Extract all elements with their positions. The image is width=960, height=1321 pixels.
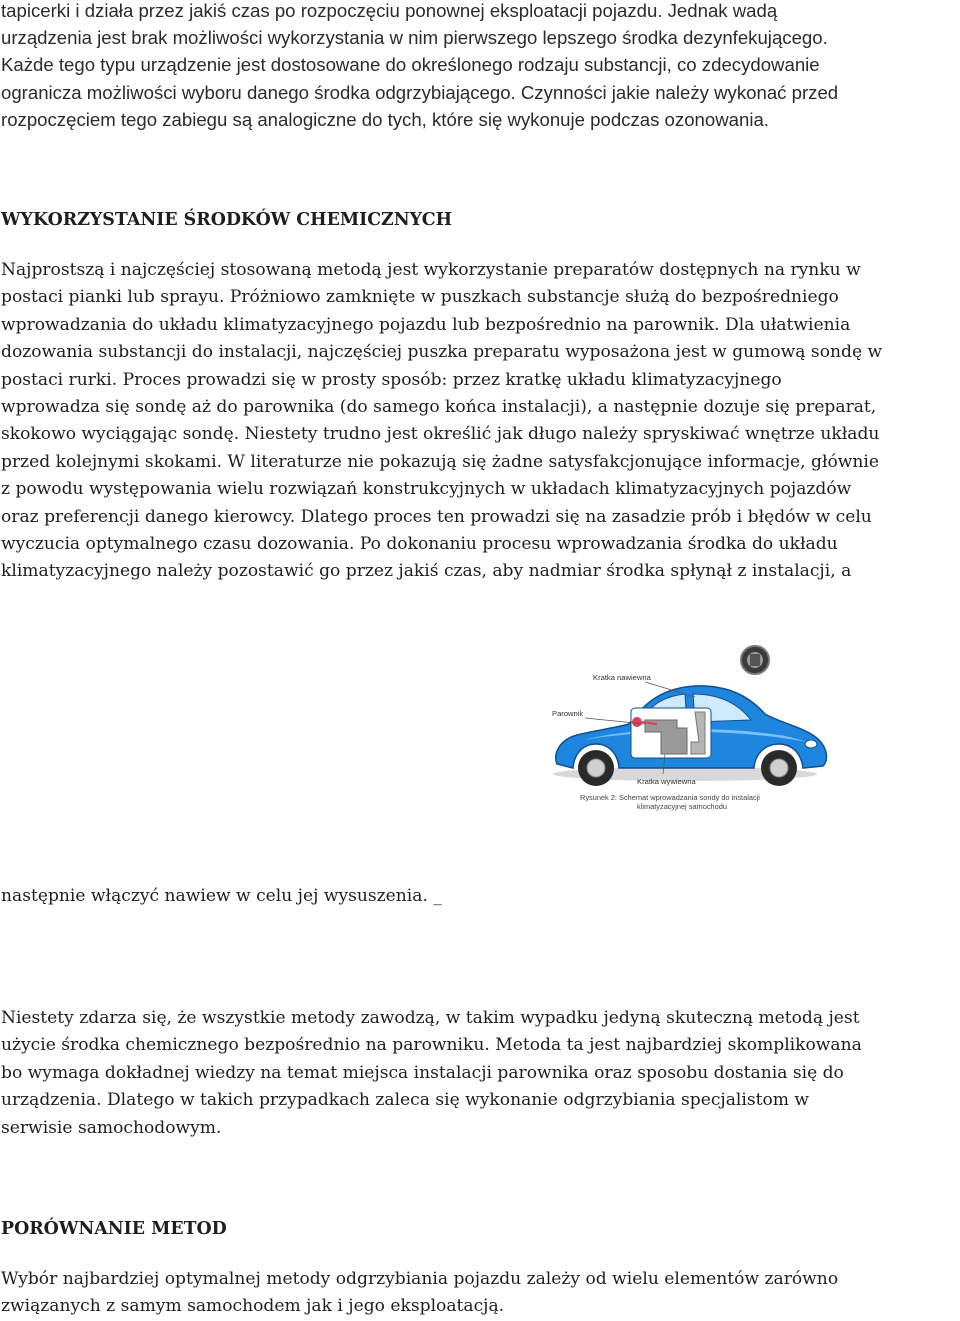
evaporator-line: serwisie samochodowym. <box>1 1117 222 1138</box>
chemical-line: postaci pianki lub sprayu. Próżniowo zamknięte w puszkach substancje służą do bezpośredniego <box>1 287 839 308</box>
chemical-line: skokowo wyciągając sondę. Niestety trudno jest określić jak długo należy spryskiwać wnętrze układu <box>1 424 880 445</box>
chemical-line: przed kolejnymi skokami. W literaturze nie pokazują się żadne satysfakcjonujące informacje, głównie <box>1 451 880 472</box>
continuation-line <box>1 883 442 910</box>
rear-wheel-rim <box>587 759 605 777</box>
vent-grille-slot <box>750 654 760 666</box>
chemical-line: Najprostszą i najczęściej stosowaną metodą jest wykorzystanie preparatów dostępnych na rynku w <box>1 260 861 280</box>
intro-line: Każde tego typu urządzenie jest dostosowane do określonego rodzaju substancji, co zdecydowanie <box>1 54 820 76</box>
comparison-line: związanych z samym samochodem jak i jego eksploatacją. <box>1 1296 505 1317</box>
evaporator-paragraph <box>1 1005 862 1142</box>
comparison-line: Wybór najbardziej optymalnej metody odgrzybiania pojazdu zależy od wielu elementów zarówno <box>1 1269 839 1289</box>
chemical-line: z powodu występowania wielu rozwiązań konstrukcyjnych w układach klimatyzacyjnych pojazdów <box>1 479 852 500</box>
headlight <box>805 740 817 748</box>
label-evaporator: Parownik <box>552 709 584 718</box>
intro-line: tapicerki i działa przez jakiś czas po rozpoczęciu ponownej eksploatacji pojazdu. Jednak wadą <box>1 0 778 21</box>
intro-paragraph <box>1 0 838 133</box>
continuation-paragraph <box>1 883 442 910</box>
intro-line: urządzenia jest brak możliwości wykorzystania w nim pierwszego lepszego środka dezynfekującego. <box>1 27 828 49</box>
intro-line: rozpoczęciem tego zabiegu są analogiczne do tych, które się wykonuje podczas ozonowania. <box>1 108 769 130</box>
continuation-mark: _ <box>433 886 442 906</box>
section-heading-comparison: PORÓWNANIE METOD <box>1 1219 227 1239</box>
chemical-line: klimatyzacyjnego należy pozostawić go przez jakiś czas, aby nadmiar środka spłynął z instalacji, a <box>1 561 852 582</box>
evaporator-line: bo wymaga dokładnej wiedzy na temat miejsca instalacji parownika oraz sposobu dostania się do <box>1 1062 844 1083</box>
chemical-line: oraz preferencji danego kierowcy. Dlatego proces ten prowadzi się na zasadzie prób i błędów w celu <box>1 506 872 527</box>
comparison-paragraph <box>1 1266 838 1321</box>
chemical-line: wprowadzania do układu klimatyzacyjnego pojazdu lub bezpośrednio na parownik. Dla ułatwienia <box>1 314 851 335</box>
car-diagram-figure <box>545 642 835 818</box>
evaporator-line: Niestety zdarza się, że wszystkie metody zawodzą, w takim wypadku jedyną skuteczną metodą jest <box>1 1008 860 1028</box>
chemical-line: wprowadza się sondę aż do parownika (do samego końca instalacji), a następnie dozuje się preparat, <box>1 397 877 418</box>
chemical-line: dozowania substancji do instalacji, najczęściej puszka preparatu wyposażona jest w gumową sondę w <box>1 342 883 363</box>
figure-caption-line: klimatyzacyjnej samochodu <box>637 802 727 811</box>
car-diagram-svg <box>545 642 835 818</box>
section-heading-chemical: WYKORZYSTANIE ŚRODKÓW CHEMICZNYCH <box>1 210 453 230</box>
continuation-text: następnie włączyć nawiew w celu jej wysuszenia. <box>1 886 428 906</box>
evaporator-line: urządzenia. Dlatego w takich przypadkach zaleca się wykonanie odgrzybiania specjalistom w <box>1 1090 810 1111</box>
probe-can <box>632 717 642 727</box>
chemical-line: wyczucia optymalnego czasu dozowania. Po dokonaniu procesu wprowadzania środka do układu <box>1 534 838 555</box>
chemical-paragraph <box>1 257 882 586</box>
chemical-line: postaci rurki. Proces prowadzi się w prosty sposób: przez kratkę układu klimatyzacyjnego <box>1 369 782 390</box>
front-wheel-rim <box>770 759 788 777</box>
evaporator-line: użycie środka chemicznego bezpośrednio na parowniku. Metoda ta jest najbardziej skomplikowana <box>1 1035 862 1056</box>
label-vent-bottom: Kratka wywiewna <box>637 777 696 786</box>
figure-caption-line: Rysunek 2: Schemat wprowadzania sondy do instalacji <box>580 793 760 802</box>
label-vent-top: Kratka nawiewna <box>593 673 651 682</box>
intro-line: ogranicza możliwości wyboru danego środka odgrzybiającego. Czynności jakie należy wykonać przed <box>1 81 839 103</box>
